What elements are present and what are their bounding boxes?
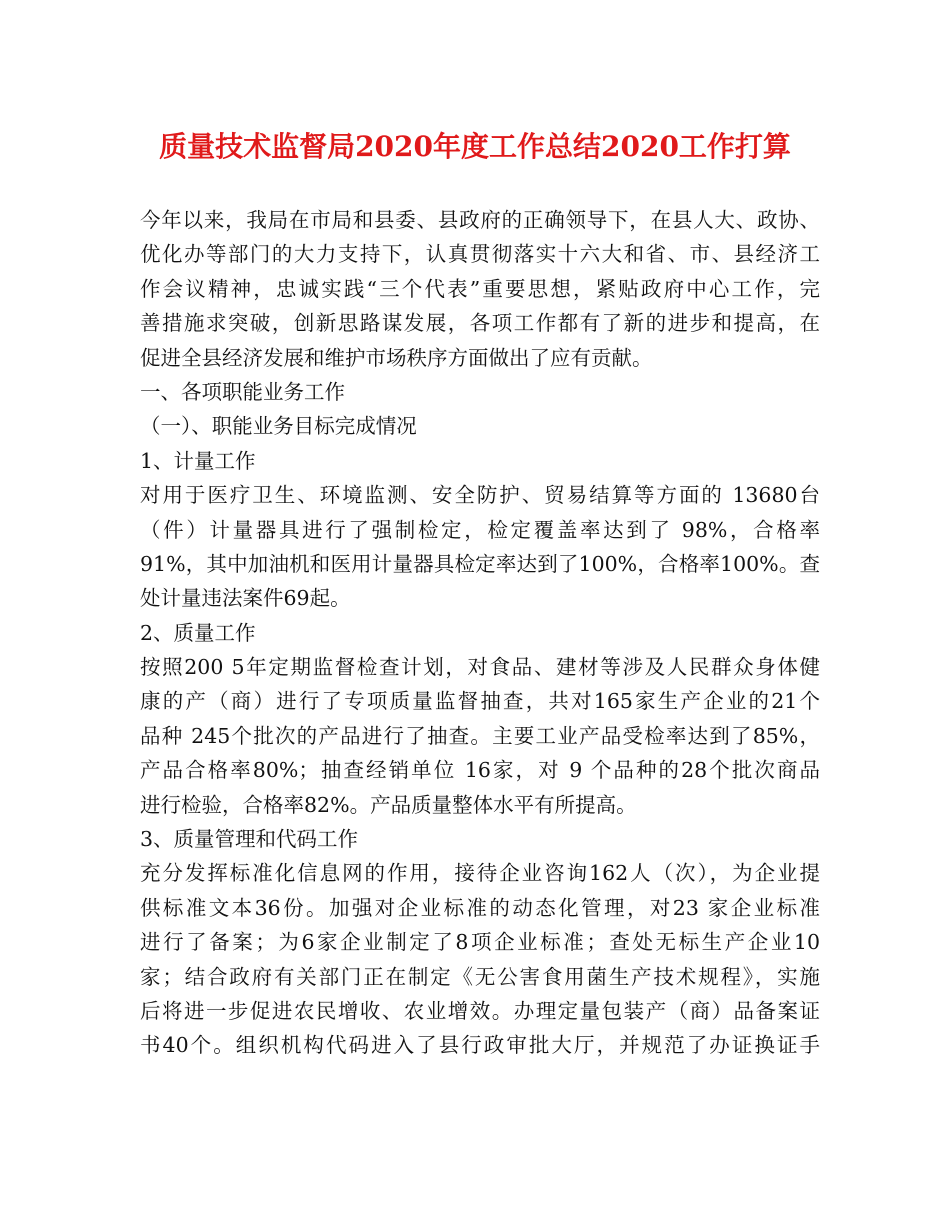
- document-body: [140, 203, 820, 1063]
- text-line: 今年以来，我局在市局和县委、县政府的正确领导下，在县人大、政协、: [140, 208, 820, 232]
- text-line: 产品合格率80%；抽查经销单位 16家，对 9 个品种的28个批次商品: [140, 758, 820, 783]
- text-line: （件）计量器具进行了强制检定，检定覆盖率达到了 98%，合格率: [140, 517, 820, 542]
- text-line: （一）、职能业务目标完成情况: [140, 414, 417, 439]
- text-line: 进行检验，合格率82%。产品质量整体水平有所提高。: [140, 792, 637, 817]
- text-line: 书40个。组织机构代码进入了县行政审批大厅，并规范了办证换证手: [140, 1033, 820, 1058]
- text-line: 3、质量管理和代码工作: [140, 827, 359, 852]
- text-line: 康的产（商）进行了专项质量监督抽查，共对165家生产企业的21个: [140, 689, 820, 714]
- text-line: 一、各项职能业务工作: [140, 379, 345, 404]
- text-line: 2、质量工作: [140, 620, 256, 645]
- text-line: 作会议精神，忠诚实践“三个代表”重要思想，紧贴政府中心工作，完: [140, 276, 820, 301]
- text-line: 促进全县经济发展和维护市场秩序方面做出了应有贡献。: [140, 345, 653, 370]
- document-title: 质量技术监督局2020年度工作总结2020工作打算: [159, 130, 791, 163]
- text-line: 优化办等部门的大力支持下，认真贯彻落实十六大和省、市、县经济工: [140, 242, 820, 267]
- text-line: 进行了备案；为6家企业制定了8项企业标准；查处无标生产企业10: [140, 930, 820, 955]
- text-line: 91%，其中加油机和医用计量器具检定率达到了100%，合格率100%。查: [140, 551, 820, 576]
- text-line: 对用于医疗卫生、环境监测、安全防护、贸易结算等方面的 13680台: [140, 483, 820, 508]
- text-line: 后将进一步促进农民增收、农业增效。办理定量包装产（商）品备案证: [140, 998, 820, 1023]
- text-line: 充分发挥标准化信息网的作用，接待企业咨询162人（次），为企业提: [140, 861, 820, 886]
- text-line: 供标准文本36份。加强对企业标准的动态化管理，对23 家企业标准: [140, 895, 820, 920]
- text-line: 按照200 5年定期监督检查计划，对食品、建材等涉及人民群众身体健: [140, 655, 820, 680]
- text-line: 家；结合政府有关部门正在制定《无公害食用菌生产技术规程》，实施: [140, 964, 820, 989]
- text-line: 品种 245个批次的产品进行了抽查。主要工业产品受检率达到了85%，: [140, 723, 820, 748]
- text-line: 1、计量工作: [140, 448, 256, 473]
- text-line: 善措施求突破，创新思路谋发展，各项工作都有了新的进步和提高，在: [140, 311, 820, 336]
- text-line: 处计量违法案件69起。: [140, 586, 351, 611]
